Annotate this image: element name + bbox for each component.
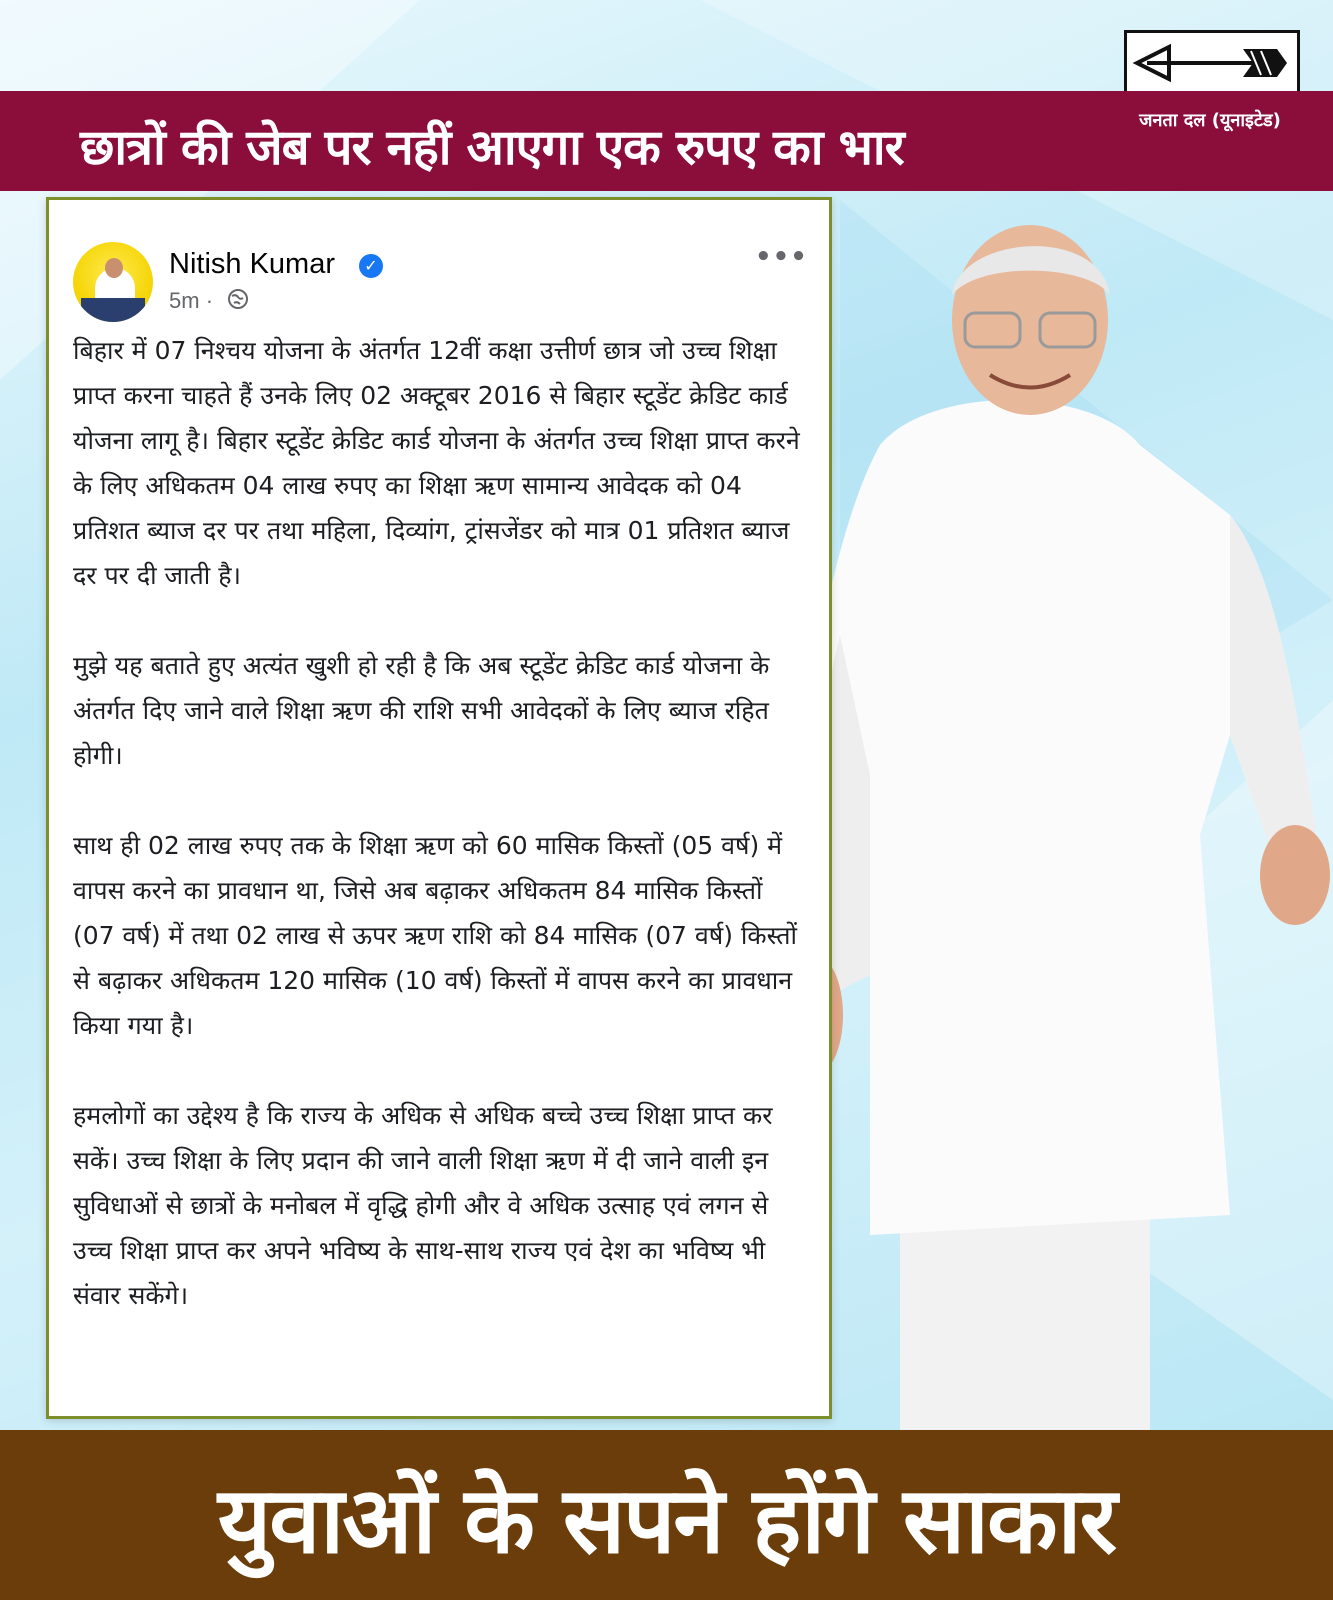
person-photo	[760, 215, 1333, 1430]
party-name: जनता दल (यूनाइटेड)	[1139, 110, 1281, 131]
avatar[interactable]	[73, 242, 153, 322]
post-text	[73, 328, 803, 1363]
post-paragraph: मुझे यह बताते हुए अत्यंत खुशी हो रही है कि अब स्टूडेंट क्रेडिट कार्ड योजना के अंतर्गत दिए जाने वाले शिक्षा ऋण की राशि सभी आवेदकों के लिए ब्याज रहित होगी।	[73, 651, 770, 770]
post-time[interactable]: 5m	[169, 288, 200, 313]
verified-badge-icon: ✓	[359, 254, 383, 278]
post-paragraph: साथ ही 02 लाख रुपए तक के शिक्षा ऋण को 60 मासिक किस्तों (05 वर्ष) में वापस करने का प्रावधान था, जिसे अब बढ़ाकर अधिकतम 84 मासिक किस्तों (07 वर्ष) में तथा 02 लाख से ऊपर ऋण राशि को 84 मासिक (07 वर्ष) किस्तों से बढ़ाकर अधिकतम 120 मासिक (10 वर्ष) किस्तों में वापस करने का प्रावधान किया गया है।	[73, 831, 798, 1040]
social-post-card	[46, 197, 832, 1419]
party-logo	[1124, 30, 1300, 96]
globe-icon	[227, 288, 249, 310]
post-paragraph: बिहार में 07 निश्चय योजना के अंतर्गत 12वीं कक्षा उत्तीर्ण छात्र जो उच्च शिक्षा प्राप्त करना चाहते हैं उनके लिए 02 अक्टूबर 2016 से बिहार स्टूडेंट क्रेडिट कार्ड योजना लागू है। बिहार स्टूडेंट क्रेडिट कार्ड योजना के अंतर्गत उच्च शिक्षा प्राप्त करने के लिए अधिकतम 04 लाख रुपए का शिक्षा ऋण सामान्य आवेदक को 04 प्रतिशत ब्याज दर पर तथा महिला, दिव्यांग, ट्रांसजेंडर को मात्र 01 प्रतिशत ब्याज दर पर दी जाती है।	[73, 336, 800, 590]
headline: छात्रों की जेब पर नहीं आएगा एक रुपए का भार	[80, 119, 904, 176]
post-meta	[169, 288, 213, 314]
arrow-icon	[1127, 33, 1297, 93]
post-paragraph: हमलोगों का उद्देश्य है कि राज्य के अधिक से अधिक बच्चे उच्च शिक्षा प्राप्त कर सकें। उच्च शिक्षा के लिए प्रदान की जाने वाली शिक्षा ऋण में दी जाने वाली इन सुविधाओं से छात्रों के मनोबल में वृद्धि होगी और वे अधिक उत्साह एवं लगन से उच्च शिक्षा प्राप्त कर अपने भविष्य के साथ-साथ राज्य एवं देश का भविष्य भी संवार सकेंगे।	[73, 1101, 773, 1310]
more-options-icon[interactable]: •••	[755, 242, 808, 272]
meta-separator: ·	[205, 288, 214, 313]
footer-slogan: युवाओं के सपने होंगे साकार	[217, 1467, 1116, 1574]
author-name[interactable]: Nitish Kumar	[169, 248, 335, 280]
